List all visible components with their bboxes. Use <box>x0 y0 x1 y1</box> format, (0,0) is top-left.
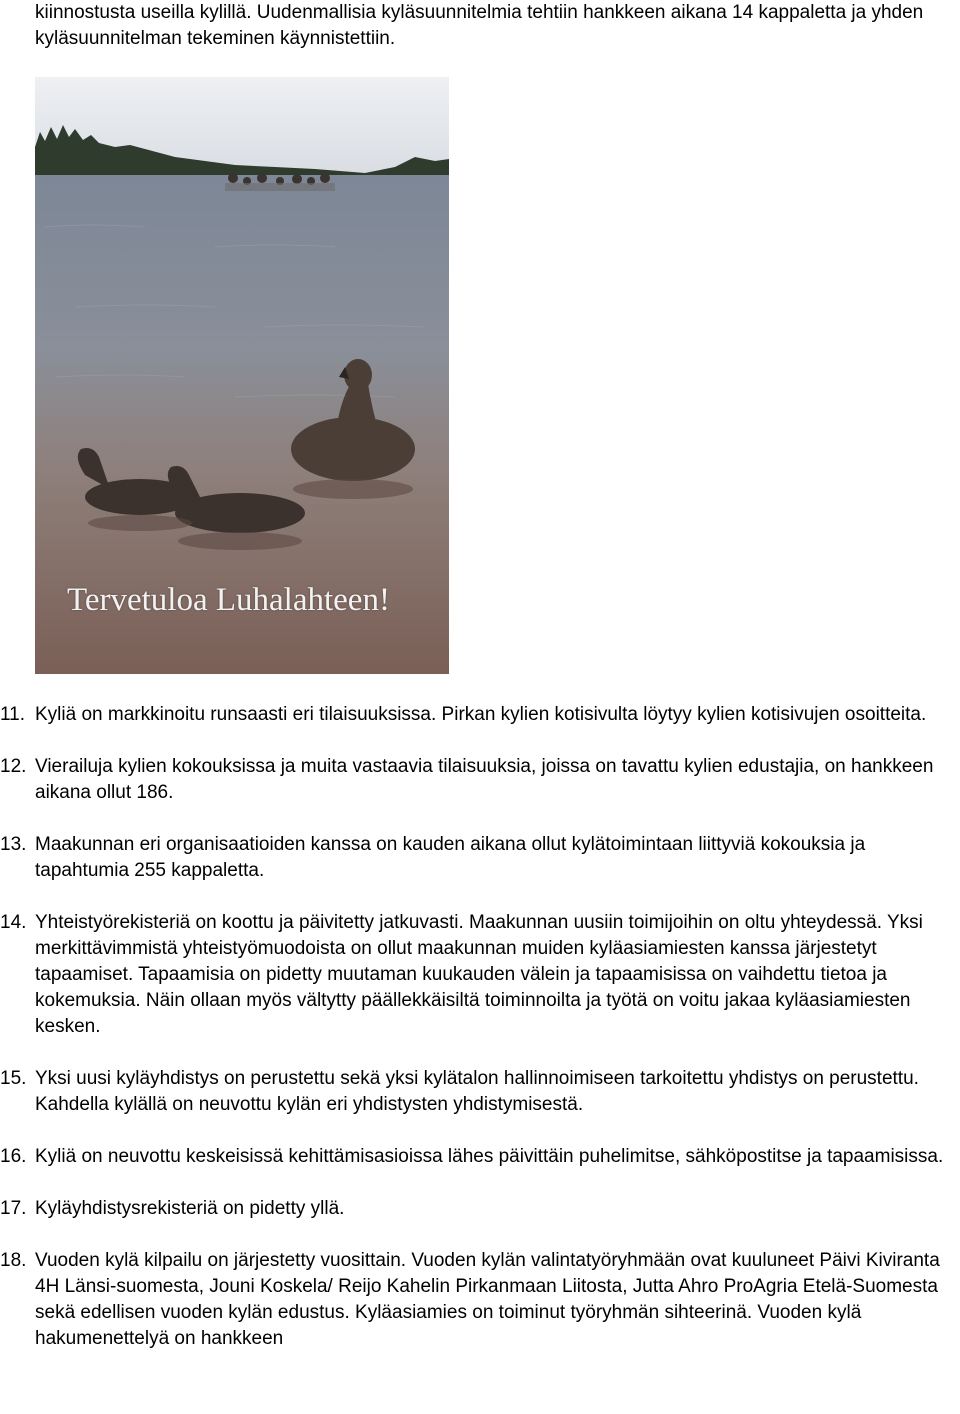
list-item-text: Maakunnan eri organisaatioiden kanssa on kauden aikana ollut kylätoimintaan liittyviä kokouksia ja tapahtumia 255 kappaletta. <box>35 834 866 881</box>
list-item-text: Vierailuja kylien kokouksissa ja muita vastaavia tilaisuuksia, joissa on tavattu kylien edustajia, on hankkeen aikana ollut 186. <box>35 756 934 803</box>
list-item-text: Kyliä on markkinoitu runsaasti eri tilaisuuksissa. Pirkan kylien kotisivulta löytyy kylien kotisivujen osoitteita. <box>35 704 927 725</box>
list-item <box>0 832 960 884</box>
list-item-text: Kyliä on neuvottu keskeisissä kehittämisasioissa lähes päivittäin puhelimitse, sähköpostitse ja tapaamisissa. <box>35 1146 944 1167</box>
list-item-number: 14. <box>0 912 27 933</box>
intro-paragraph: kiinnostusta useilla kylillä. Uudenmallisia kyläsuunnitelmia tehtiin hankkeen aikana 14 kappaletta ja yhden kyläsuunnitelman tekeminen käynnistettiin. <box>35 2 924 49</box>
list-item-text: Yhteistyörekisteriä on koottu ja päivitetty jatkuvasti. Maakunnan uusiin toimijoihin on oltu yhteydessä. Yksi merkittävimmistä yhteistyömuodoista on ollut maakunnan muiden kyläasiamiesten kanssa järjestetyt tapaamiset. Tapaamisia on pidetty muutaman kuukauden välein ja tapaamisissa on vaihdettu tietoa ja kokemuksia. Näin ollaan myös vältytty päällekkäisiltä toiminnoilta ja työtä on voitu jakaa kyläasiamiesten kesken. <box>35 912 923 1037</box>
list-item-number: 13. <box>0 834 27 855</box>
list-item <box>0 754 960 806</box>
list-item <box>0 1196 960 1222</box>
list-item-number: 11. <box>0 704 26 725</box>
list-item-text: Yksi uusi kyläyhdistys on perustettu sekä yksi kylätalon hallinnoimiseen tarkoitettu yhdistys on perustettu. Kahdella kylällä on neuvottu kylän eri yhdistysten yhdistymisestä. <box>35 1068 919 1115</box>
list-item-number: 12. <box>0 756 27 777</box>
list-item-text: Kyläyhdistysrekisteriä on pidetty yllä. <box>35 1198 345 1219</box>
list-item-number: 17. <box>0 1198 27 1219</box>
list-item-text: Vuoden kylä kilpailu on järjestetty vuosittain. Vuoden kylän valintatyöryhmään ovat kuuluneet Päivi Kiviranta 4H Länsi-suomesta, Jouni Koskela/ Reijo Kahelin Pirkanmaan Liitosta, Jutta Ahro ProAgria Etelä-Suomesta sekä edellisen vuoden kylän edustus. Kyläasiamies on toiminut työryhmän sihteerinä. Vuoden kylä hakumenettelyä on hankkeen <box>35 1250 940 1349</box>
list-item <box>0 910 960 1040</box>
photo-caption: Tervetuloa Luhalahteen! <box>67 582 390 618</box>
list-item <box>0 1248 960 1352</box>
list-item <box>0 1144 960 1170</box>
numbered-list <box>0 702 960 1378</box>
list-item-number: 16. <box>0 1146 27 1167</box>
list-item <box>0 1066 960 1118</box>
list-item-number: 15. <box>0 1068 27 1089</box>
list-item-number: 18. <box>0 1250 27 1271</box>
lake-ducks-photo <box>35 77 449 674</box>
list-item <box>0 702 960 728</box>
